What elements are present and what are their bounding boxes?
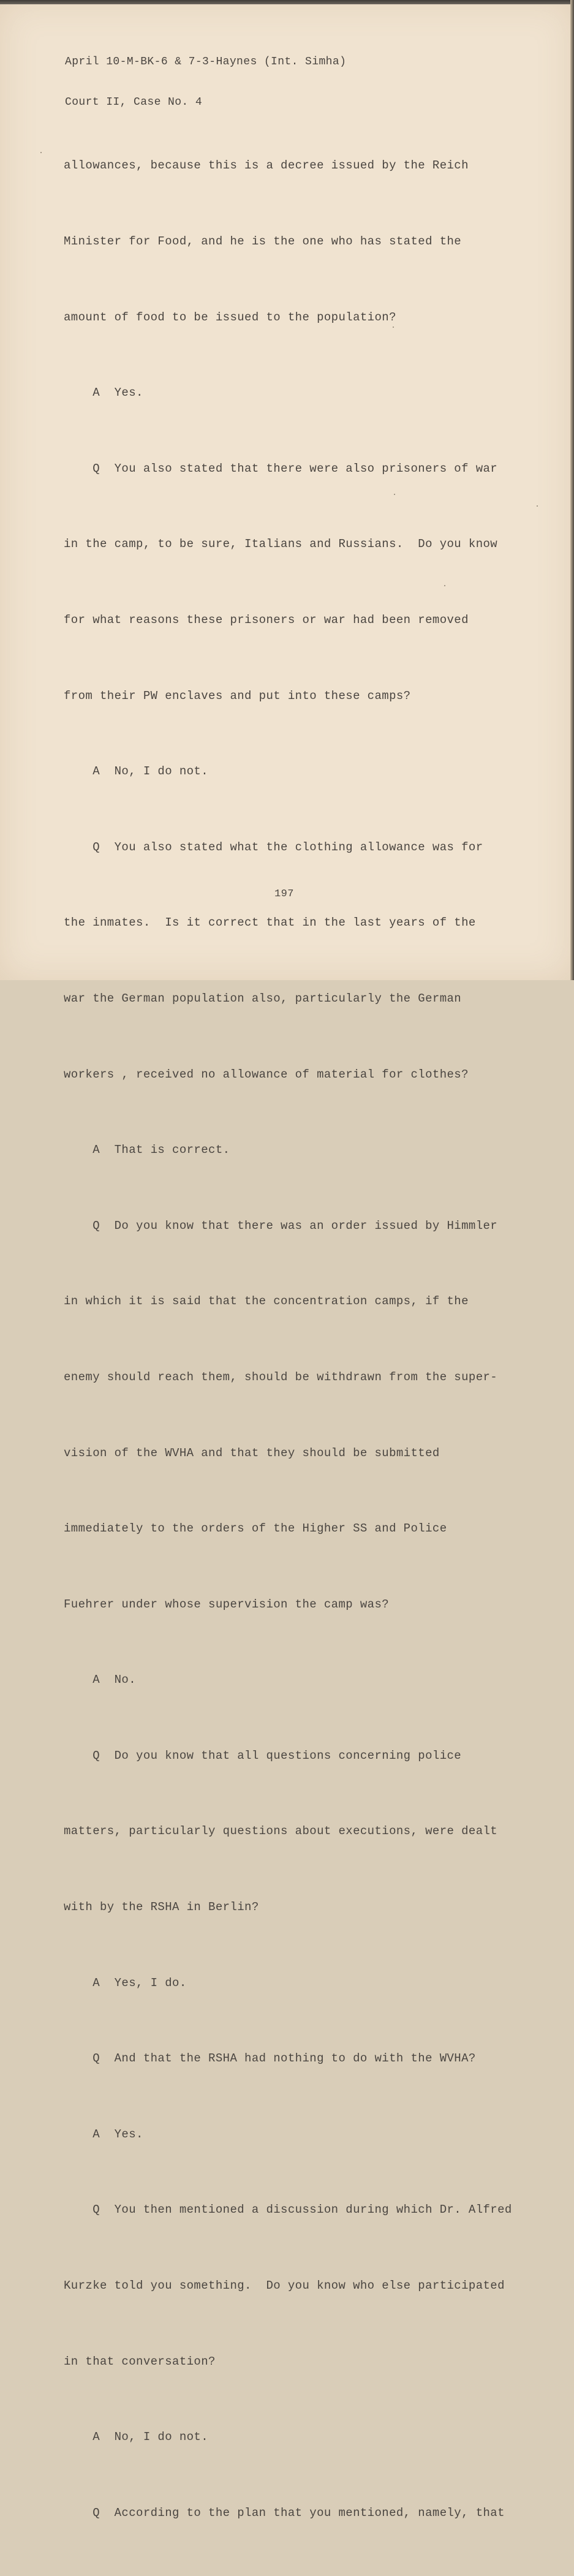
transcript-line: Q And that the RSHA had nothing to do with the WVHA?	[64, 2052, 476, 2066]
transcript-line: A Yes, I do.	[64, 1976, 187, 1990]
paper-speck	[40, 152, 42, 153]
transcript-line: Q Do you know that all questions concerning police	[64, 1748, 462, 1762]
transcript-line: the inmates. Is it correct that in the last years of the	[64, 916, 476, 930]
transcript-line: Q You also stated what the clothing allowance was for	[64, 840, 483, 854]
page-right-edge	[570, 0, 574, 980]
transcript-line: war the German population also, particularly the German	[64, 991, 462, 1005]
transcript-line: A Yes.	[64, 386, 143, 400]
header-line-2: Court II, Case No. 4	[65, 96, 203, 108]
transcript-line: A No.	[64, 1673, 137, 1687]
transcript-line: A That is correct.	[64, 1143, 230, 1157]
transcript-line: A No, I do not.	[64, 2430, 209, 2444]
transcript-line: matters, particularly questions about executions, were dealt	[64, 1824, 498, 1838]
transcript-line: Q According to the plan that you mentioned, namely, that	[64, 2506, 505, 2520]
transcript-line: Minister for Food, and he is the one who has stated the	[64, 235, 462, 248]
paper-speck	[444, 585, 445, 586]
transcript-line: Kurzke told you something. Do you know who else participated	[64, 2279, 505, 2293]
transcript-line: vision of the WVHA and that they should be submitted	[64, 1446, 440, 1460]
transcript-line: in that conversation?	[64, 2354, 216, 2368]
transcript-line: workers , received no allowance of material for clothes?	[64, 1067, 469, 1081]
transcript-line: Q You then mentioned a discussion during which Dr. Alfred	[64, 2203, 512, 2217]
paper-speck	[537, 505, 538, 507]
paper-speck	[393, 327, 394, 328]
transcript-line: A No, I do not.	[64, 765, 209, 779]
transcript-line: Q You also stated that there were also prisoners of war	[64, 461, 498, 475]
transcript-line: allowances, because this is a decree issued by the Reich	[64, 159, 469, 173]
transcript-line: with by the RSHA in Berlin?	[64, 1900, 259, 1914]
transcript-body	[64, 103, 512, 2576]
transcript-line: in which it is said that the concentration camps, if the	[64, 1294, 469, 1309]
transcript-line: Q Do you know that there was an order issued by Himmler	[64, 1218, 498, 1233]
header-line-1: April 10-M-BK-6 & 7-3-Haynes (Int. Simha)	[65, 56, 347, 68]
transcript-line: immediately to the orders of the Higher SS and Police	[64, 1522, 447, 1536]
transcript-line: from their PW enclaves and put into these camps?	[64, 689, 411, 703]
transcript-line: Fuehrer under whose supervision the camp was?	[64, 1597, 390, 1611]
paper-speck	[394, 494, 395, 495]
page-top-edge	[0, 0, 574, 4]
transcript-line: enemy should reach them, should be withdrawn from the super-	[64, 1370, 498, 1384]
page-number: 197	[274, 888, 294, 900]
transcript-line: for what reasons these prisoners or war had been removed	[64, 613, 469, 627]
transcript-line: A Yes.	[64, 2127, 143, 2141]
transcript-line: amount of food to be issued to the population?	[64, 310, 396, 324]
transcript-line: in the camp, to be sure, Italians and Russians. Do you know	[64, 537, 498, 551]
